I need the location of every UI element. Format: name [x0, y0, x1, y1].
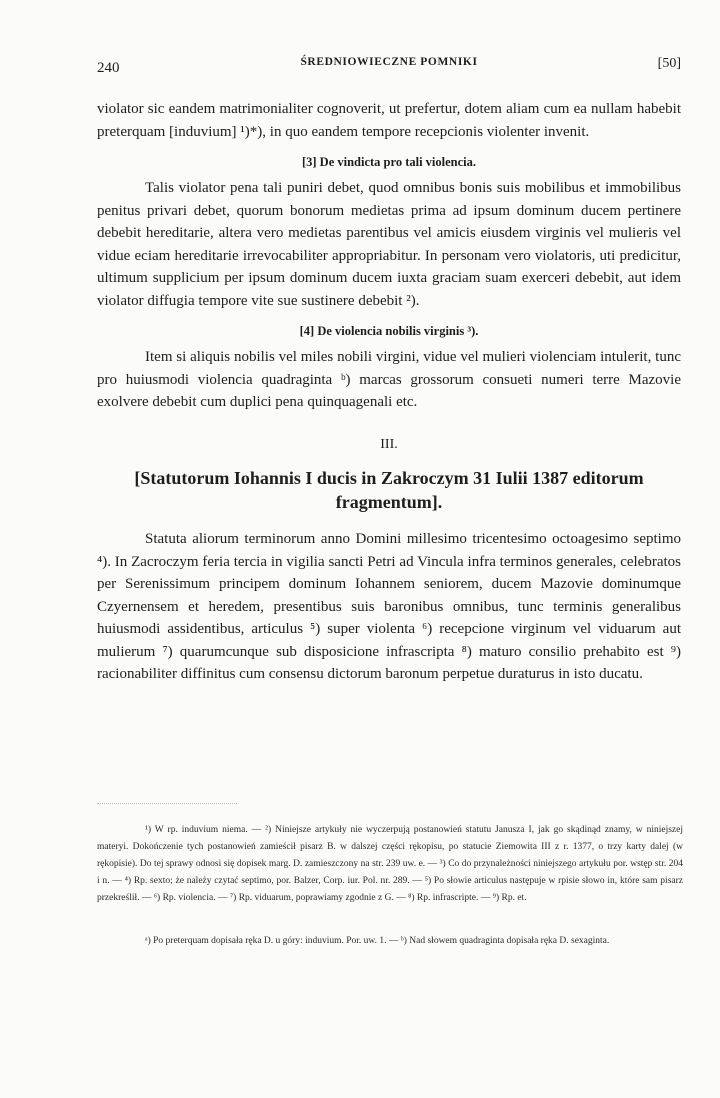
section-reference: [50]: [657, 56, 681, 71]
paragraph-continuation: violator sic eandem matrimonialiter cognoverit, ut prefertur, dotem aliam cum ea nullam habebit preterquam [induvium] ¹)*), in quo eandem tempore recepcionis violenter invenit.: [97, 101, 681, 140]
footnote-separator: [97, 803, 237, 804]
page-number: 240: [97, 60, 120, 76]
section-title: [Statutorum Iohannis I ducis in Zakroczym 31 Iulii 1387 editorum fragmentum].: [134, 468, 644, 512]
page-header: [97, 56, 681, 80]
article-heading-3: [3] De vindicta pro tali violencia.: [301, 155, 477, 169]
running-title: ŚREDNIOWIECZNE POMNIKI: [300, 56, 478, 68]
article-heading-4: [4] De violencia nobilis virginis ³).: [299, 324, 479, 338]
paragraph-statute: Statuta aliorum terminorum anno Domini millesimo tricentesimo octoagesimo septimo ⁴). In Zacroczym feria tercia in vigilia sancti Petri ad Vincula infra terminos generales, celebratos per Serenissimum principem dominum Iohannem seniorem, ducem Mazovie dominumque Czyernensem et heredem, presentibus suis baronibus omnibus, tunc terminis generalibus huiusmodi assidentibus, articulus ⁵) super violenta ⁶) recepcione virginum vel viduarum aut mulierum ⁷) quarumcunque sub disposicione infrascripta ⁸) maturo consilio prehabito est ⁹) racionabiliter diffinitus cum consensu dictorum baronum perpetue duraturus in isto ducatu.: [97, 531, 681, 682]
section-number: III.: [380, 436, 398, 452]
paragraph-article-3: Talis violator pena tali puniri debet, quod omnibus bonis suis mobilibus et immobilibus penitus privari debet, quorum bonorum medietas prima ad ipsum dominum ducem pertinere debebit hereditarie, altera vero medietas parentibus vel amicis eiusdem virginis vel mulieris vel vidue eciam hereditarie irrevocabiliter appropriabitur. In personam vero violatoris, uti predicitur, ultimum supplicium per ipsum dominum ducem iuxta graciam suam exerceri debebit, aut idem violator diffugia tempore vite sue sustinere debebit ²).: [97, 180, 681, 309]
main-text: [97, 98, 681, 686]
paragraph-article-4: Item si aliquis nobilis vel miles nobili virgini, vidue vel mulieri violenciam intulerit, tunc pro huiusmodi violencia quadraginta ᵇ) marcas grossorum consueti numeri terre Mazovie exolvere debebit cum duplici pena quinquagenali etc.: [97, 349, 681, 410]
footnotes-lettered: ᵃ) Po preterquam dopisała ręka D. u góry: induvium. Por. uw. 1. — ᵇ) Nad słowem quadraginta dopisała ręka D. sexaginta.: [145, 936, 610, 946]
footnotes: [97, 822, 683, 950]
footnotes-numbered: ¹) W rp. induvium niema. — ²) Niniejsze artykuły nie wyczerpują postanowień statutu Janusza I, jak go skądinąd znamy, w niniejszej materyi. Dokończenie tych postanowień zamieścił pisarz B. w dalszej części rękopisu, po statucie Ziemowita III z r. 1377, o trzy karty dalej (w rękopisie). Do tej sprawy odnosi się dopisek marg. D. zamieszczony na str. 239 uw. e. — ³) Co do przynależności niniejszego artykułu por. wstęp str. 204 i n. — ⁴) Rp. sexto; że należy czytać septimo, por. Balzer, Corp. iur. Pol. nr. 289. — ⁵) Po słowie articulus następuje w rpisie słowo in, które sam pisarz przekreślił. — ⁶) Rp. violencia. — ⁷) Rp. viduarum, poprawiamy zgodnie z G. — ⁸) Rp. infrascripte. — ⁹) Rp. et.: [97, 825, 683, 903]
